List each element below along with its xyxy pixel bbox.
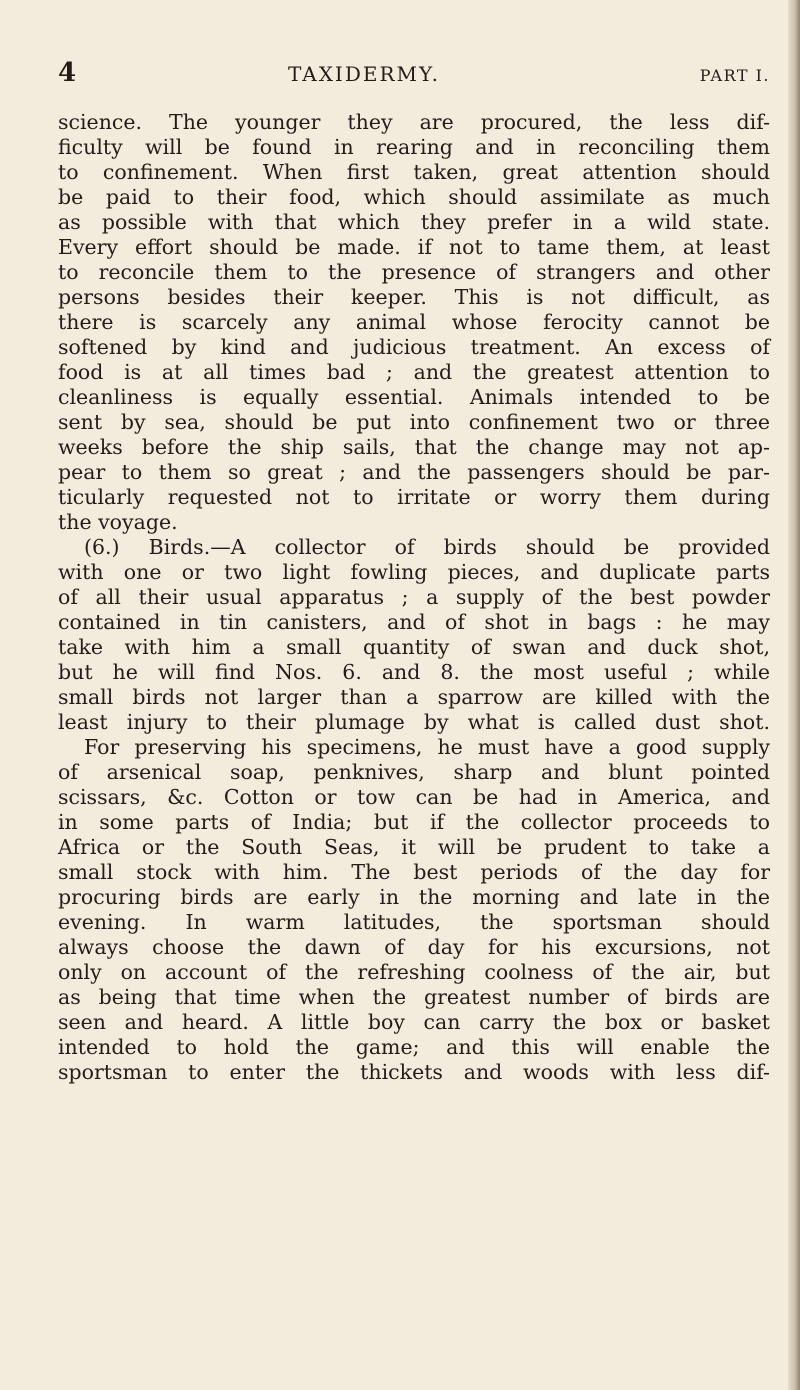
text-line: take with him a small quantity of swan and duck shot, [58,635,770,659]
text-line: in some parts of India; but if the collector proceeds to [58,810,770,834]
text-line: For preserving his specimens, he must have a good supply [84,735,770,759]
text-line: science. The younger they are procured, the less dif- [58,110,770,134]
text-line: ficulty will be found in rearing and in reconciling them [58,135,770,159]
text-line: only on account of the refreshing coolness of the air, but [58,960,770,984]
page-edge-shadow [788,0,800,1390]
text-line: food is at all times bad ; and the greatest attention to [58,360,770,384]
text-line: pear to them so great ; and the passengers should be par- [58,460,770,484]
text-line: to reconcile them to the presence of strangers and other [58,260,770,284]
text-line: always choose the dawn of day for his excursions, not [58,935,770,959]
text-line: weeks before the ship sails, that the change may not ap- [58,435,770,459]
text-line: Every effort should be made. if not to tame them, at least [58,235,770,259]
text-line: sent by sea, should be put into confinement two or three [58,410,770,434]
text-line: of all their usual apparatus ; a supply of the best powder [58,585,770,609]
text-line: with one or two light fowling pieces, and duplicate parts [58,560,770,584]
part-label: PART I. [699,66,770,85]
text-line: seen and heard. A little boy can carry the box or basket [58,1010,770,1034]
text-line: least injury to their plumage by what is called dust shot. [58,710,770,734]
text-line: as being that time when the greatest number of birds are [58,985,770,1009]
text-line: ticularly requested not to irritate or worry them during [58,485,770,509]
text-line: softened by kind and judicious treatment. An excess of [58,335,770,359]
text-line: evening. In warm latitudes, the sportsman should [58,910,770,934]
text-line: of arsenical soap, penknives, sharp and blunt pointed [58,760,770,784]
text-line: there is scarcely any animal whose ferocity cannot be [58,310,770,334]
page-number: 4 [58,58,77,88]
text-line: the voyage. [58,510,178,534]
text-line: sportsman to enter the thickets and woods with less dif- [58,1060,770,1084]
text-line: as possible with that which they prefer in a wild state. [58,210,770,234]
text-line: procuring birds are early in the morning and late in the [58,885,770,909]
text-line: to confinement. When first taken, great attention should [58,160,770,184]
text-line: contained in tin canisters, and of shot in bags : he may [58,610,770,634]
text-line: Africa or the South Seas, it will be prudent to take a [58,835,770,859]
section-heading-line: (6.) Birds.—A collector of birds should be provided [84,535,770,559]
text-line: small stock with him. The best periods of the day for [58,860,770,884]
text-line: cleanliness is equally essential. Animals intended to be [58,385,770,409]
text-line: small birds not larger than a sparrow are killed with the [58,685,770,709]
text-line: be paid to their food, which should assimilate as much [58,185,770,209]
text-line: but he will find Nos. 6. and 8. the most useful ; while [58,660,770,684]
running-title: TAXIDERMY. [288,62,440,86]
body-text [58,110,770,1085]
text-line: intended to hold the game; and this will enable the [58,1035,770,1059]
page-header [58,58,770,88]
text-line: scissars, &c. Cotton or tow can be had in America, and [58,785,770,809]
text-line: persons besides their keeper. This is not difficult, as [58,285,770,309]
